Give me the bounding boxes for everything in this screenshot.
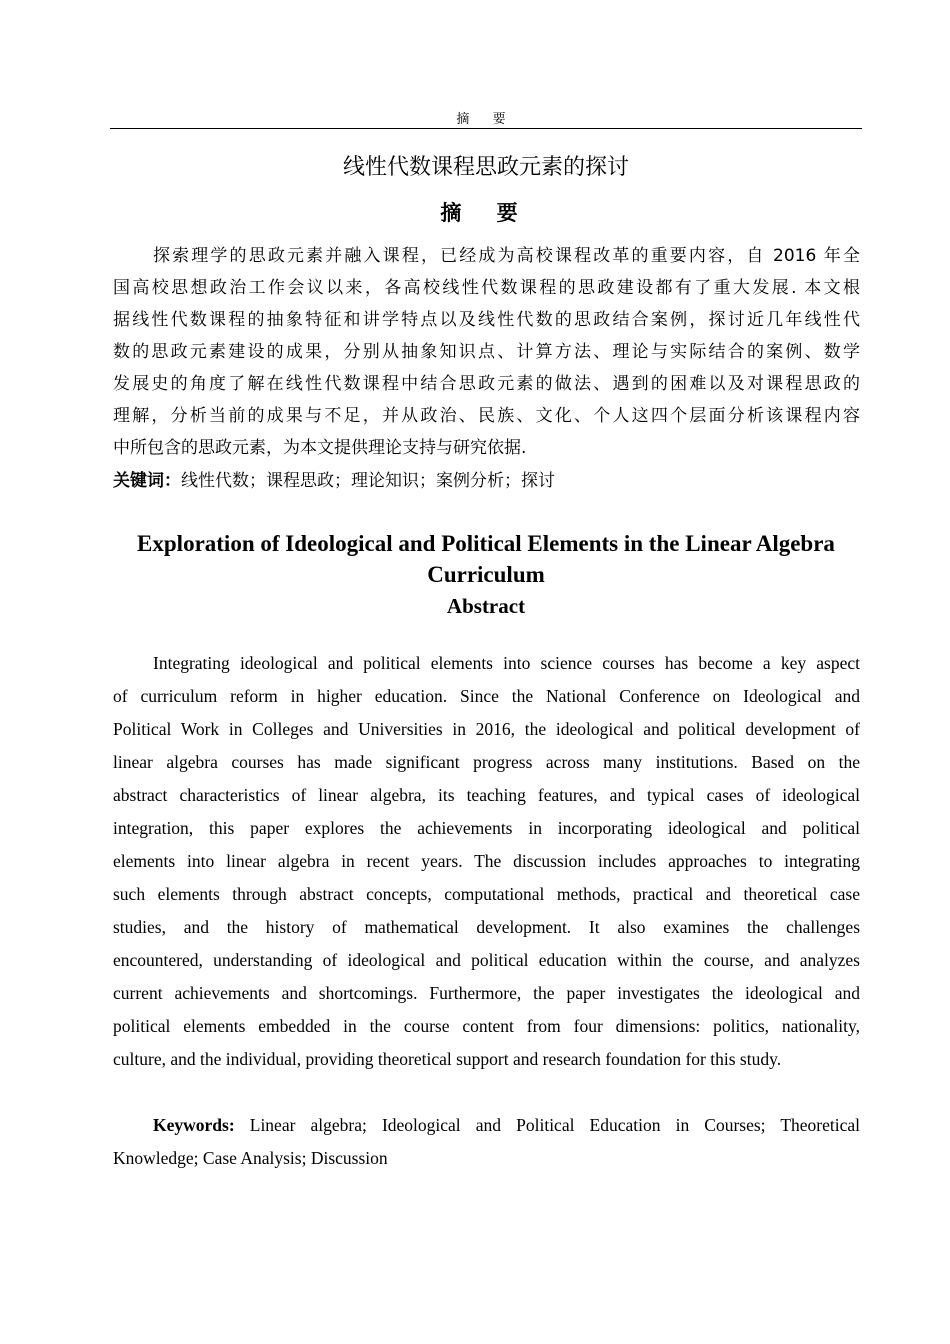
chinese-abstract-body — [113, 240, 860, 464]
abstract-line: such elements through abstract concepts, computational methods, practical and theoretical case — [113, 884, 860, 904]
running-header: 摘 要 — [456, 111, 516, 126]
abstract-line: 据线性代数课程的抽象特征和讲学特点以及线性代数的思政结合案例，探讨近几年线性代 — [113, 310, 860, 330]
abstract-line: integration, this paper explores the achievements in incorporating ideological and political — [113, 818, 860, 838]
abstract-line: Integrating ideological and political elements into science courses has become a key aspect — [153, 653, 860, 673]
abstract-line: abstract characteristics of linear algebra, its teaching features, and typical cases of ideological — [113, 785, 860, 805]
english-keywords-line — [113, 1109, 860, 1142]
english-keywords — [113, 1109, 860, 1175]
abstract-line: 理解，分析当前的成果与不足，并从政治、民族、文化、个人这四个层面分析该课程内容 — [113, 406, 860, 426]
abstract-line: of curriculum reform in higher education. Since the National Conference on Ideological and — [113, 686, 860, 706]
english-keywords-text: Linear algebra; Ideological and Political Education in Courses; Theoretical — [249, 1115, 860, 1135]
english-title-line: Exploration of Ideological and Political Elements in the Linear Algebra — [137, 531, 835, 556]
abstract-line: 中所包含的思政元素，为本文提供理论支持与研究依据. — [113, 438, 527, 458]
chinese-abstract-heading: 摘 要 — [440, 201, 532, 225]
abstract-line: elements into linear algebra in recent years. The discussion includes approaches to integrating — [113, 851, 860, 871]
abstract-line: linear algebra courses has made significant progress across many institutions. Based on the — [113, 752, 860, 772]
english-abstract-body — [113, 647, 860, 1076]
english-keywords-label: Keywords: — [153, 1115, 235, 1135]
chinese-keywords-text: 线性代数；课程思政；理论知识；案例分析；探讨 — [181, 471, 555, 491]
chinese-title: 线性代数课程思政元素的探讨 — [342, 155, 629, 180]
abstract-line: Political Work in Colleges and Universities in 2016, the ideological and political development of — [113, 719, 860, 739]
abstract-line: culture, and the individual, providing theoretical support and research foundation for this study. — [113, 1049, 782, 1069]
abstract-line: 国高校思想政治工作会议以来，各高校线性代数课程的思政建设都有了重大发展. 本文根 — [113, 278, 860, 298]
abstract-line: encountered, understanding of ideological and political education within the course, and analyzes — [113, 950, 860, 970]
abstract-line: 发展史的角度了解在线性代数课程中结合思政元素的做法、遇到的困难以及对课程思政的 — [113, 374, 860, 394]
english-abstract-heading: Abstract — [446, 594, 526, 618]
abstract-line: current achievements and shortcomings. Furthermore, the paper investigates the ideological and — [113, 983, 860, 1003]
english-keywords-line: Knowledge; Case Analysis; Discussion — [113, 1148, 388, 1168]
abstract-line: political elements embedded in the course content from four dimensions: politics, nationality, — [113, 1016, 860, 1036]
abstract-line: 探索理学的思政元素并融入课程，已经成为高校课程改革的重要内容，自 2016 年全 — [153, 246, 860, 266]
abstract-line: 数的思政元素建设的成果，分别从抽象知识点、计算方法、理论与实际结合的案例、数学 — [113, 342, 860, 362]
chinese-keywords-label: 关键词： — [113, 471, 181, 491]
header-rule — [110, 128, 862, 129]
english-title-line: Curriculum — [427, 562, 545, 587]
chinese-keywords — [113, 466, 555, 491]
abstract-line: studies, and the history of mathematical development. It also examines the challenges — [113, 917, 860, 937]
english-title — [110, 528, 862, 590]
